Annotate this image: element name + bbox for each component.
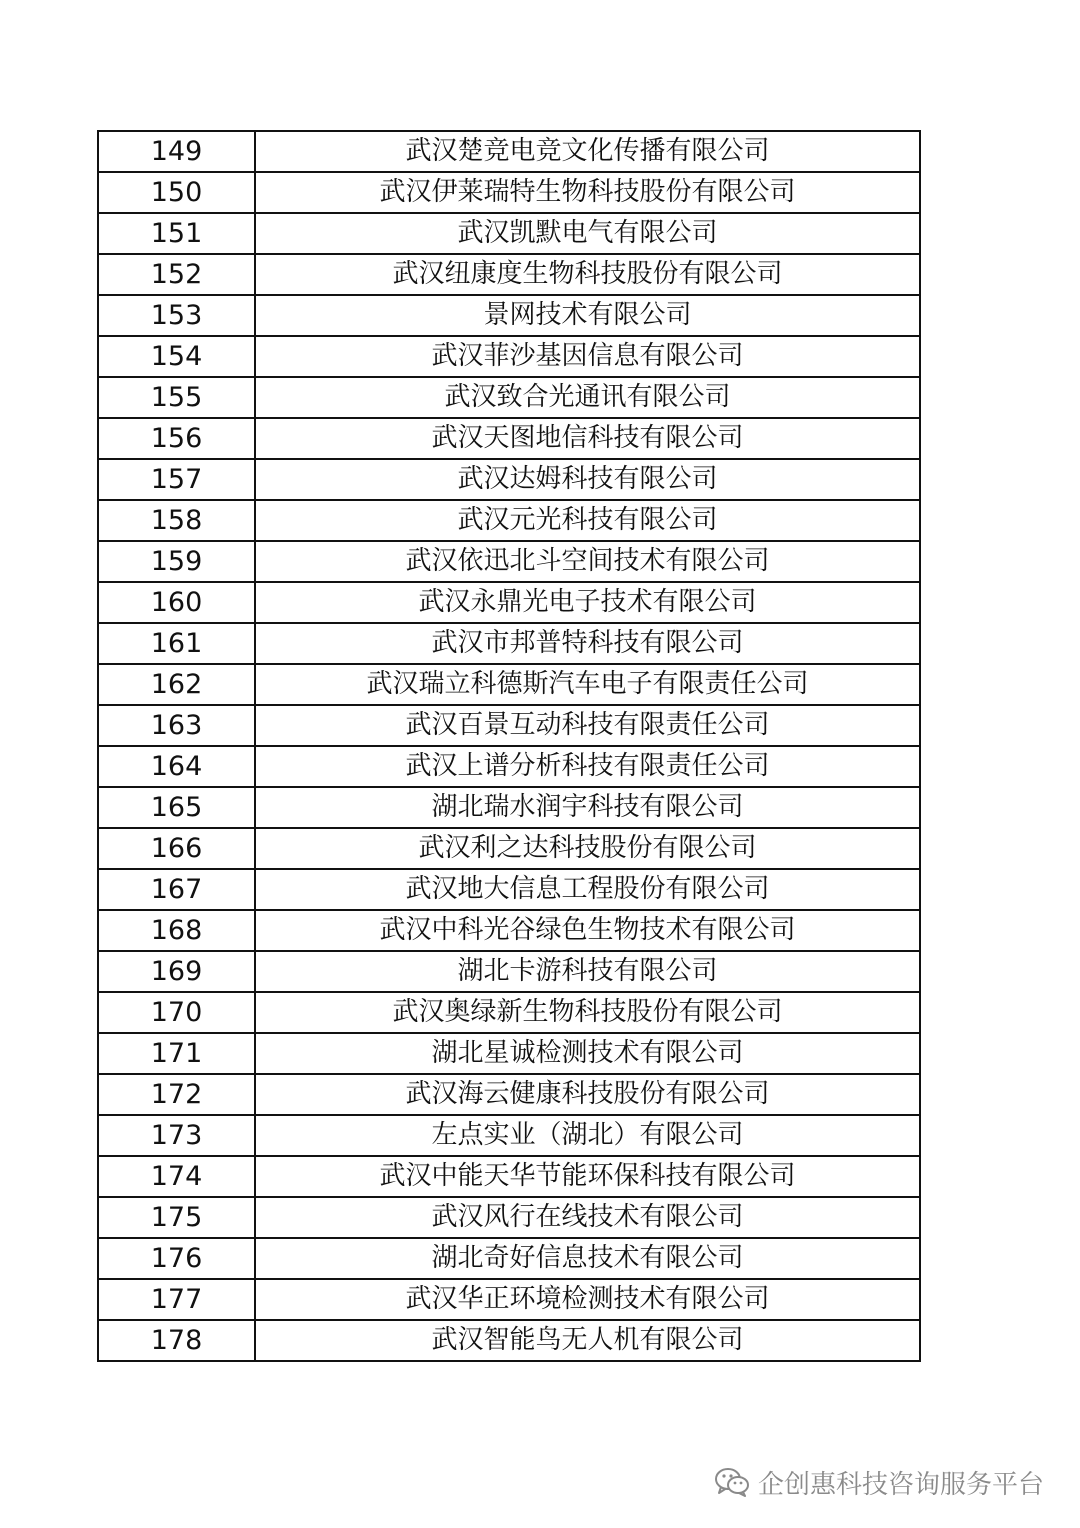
wechat-icon <box>714 1467 750 1497</box>
table-row <box>98 213 920 254</box>
watermark <box>714 1462 1044 1502</box>
company-name: 武汉海云健康科技股份有限公司 <box>255 1074 920 1115</box>
company-name: 武汉瑞立科德斯汽车电子有限责任公司 <box>255 664 920 705</box>
company-name: 湖北奇好信息技术有限公司 <box>255 1238 920 1279</box>
company-name: 武汉依迅北斗空间技术有限公司 <box>255 541 920 582</box>
company-list-table <box>97 130 921 1362</box>
table-row <box>98 295 920 336</box>
company-name: 武汉利之达科技股份有限公司 <box>255 828 920 869</box>
company-name: 湖北卡游科技有限公司 <box>255 951 920 992</box>
company-name: 武汉华正环境检测技术有限公司 <box>255 1279 920 1320</box>
row-number: 166 <box>98 828 255 869</box>
row-number: 178 <box>98 1320 255 1361</box>
table-row <box>98 500 920 541</box>
row-number: 162 <box>98 664 255 705</box>
table-row <box>98 705 920 746</box>
table-row <box>98 582 920 623</box>
row-number: 157 <box>98 459 255 500</box>
row-number: 173 <box>98 1115 255 1156</box>
row-number: 154 <box>98 336 255 377</box>
company-name: 武汉纽康度生物科技股份有限公司 <box>255 254 920 295</box>
row-number: 155 <box>98 377 255 418</box>
table-row <box>98 828 920 869</box>
table-row <box>98 1238 920 1279</box>
table-row <box>98 746 920 787</box>
row-number: 169 <box>98 951 255 992</box>
table-row <box>98 623 920 664</box>
table-row <box>98 1197 920 1238</box>
row-number: 164 <box>98 746 255 787</box>
table-row <box>98 992 920 1033</box>
table-row <box>98 254 920 295</box>
company-name: 武汉智能鸟无人机有限公司 <box>255 1320 920 1361</box>
company-name: 武汉中科光谷绿色生物技术有限公司 <box>255 910 920 951</box>
table-row <box>98 1115 920 1156</box>
table-row <box>98 869 920 910</box>
row-number: 152 <box>98 254 255 295</box>
row-number: 159 <box>98 541 255 582</box>
row-number: 177 <box>98 1279 255 1320</box>
table-row <box>98 910 920 951</box>
row-number: 161 <box>98 623 255 664</box>
company-name: 景网技术有限公司 <box>255 295 920 336</box>
row-number: 175 <box>98 1197 255 1238</box>
company-name: 武汉永鼎光电子技术有限公司 <box>255 582 920 623</box>
company-name: 武汉风行在线技术有限公司 <box>255 1197 920 1238</box>
table-row <box>98 377 920 418</box>
row-number: 174 <box>98 1156 255 1197</box>
table-row <box>98 459 920 500</box>
row-number: 150 <box>98 172 255 213</box>
table-row <box>98 131 920 172</box>
company-name: 武汉凯默电气有限公司 <box>255 213 920 254</box>
company-name: 湖北星诚检测技术有限公司 <box>255 1033 920 1074</box>
row-number: 167 <box>98 869 255 910</box>
company-name: 武汉达姆科技有限公司 <box>255 459 920 500</box>
row-number: 171 <box>98 1033 255 1074</box>
watermark-text: 企创惠科技咨询服务平台 <box>757 1469 1044 1500</box>
row-number: 165 <box>98 787 255 828</box>
row-number: 153 <box>98 295 255 336</box>
table-row <box>98 1320 920 1361</box>
row-number: 170 <box>98 992 255 1033</box>
table-row <box>98 1033 920 1074</box>
company-name: 湖北瑞水润宇科技有限公司 <box>255 787 920 828</box>
company-name: 武汉元光科技有限公司 <box>255 500 920 541</box>
table-row <box>98 787 920 828</box>
company-name: 左点实业（湖北）有限公司 <box>255 1115 920 1156</box>
table-row <box>98 541 920 582</box>
row-number: 158 <box>98 500 255 541</box>
company-name: 武汉地大信息工程股份有限公司 <box>255 869 920 910</box>
row-number: 172 <box>98 1074 255 1115</box>
company-name: 武汉楚竞电竞文化传播有限公司 <box>255 131 920 172</box>
table-row <box>98 418 920 459</box>
table-row <box>98 172 920 213</box>
company-name: 武汉天图地信科技有限公司 <box>255 418 920 459</box>
row-number: 168 <box>98 910 255 951</box>
company-name: 武汉奥绿新生物科技股份有限公司 <box>255 992 920 1033</box>
row-number: 156 <box>98 418 255 459</box>
company-name: 武汉百景互动科技有限责任公司 <box>255 705 920 746</box>
company-name: 武汉上谱分析科技有限责任公司 <box>255 746 920 787</box>
company-name: 武汉市邦普特科技有限公司 <box>255 623 920 664</box>
table-row <box>98 336 920 377</box>
company-name: 武汉伊莱瑞特生物科技股份有限公司 <box>255 172 920 213</box>
company-name: 武汉菲沙基因信息有限公司 <box>255 336 920 377</box>
table-row <box>98 1156 920 1197</box>
company-name: 武汉中能天华节能环保科技有限公司 <box>255 1156 920 1197</box>
table-row <box>98 951 920 992</box>
table-row <box>98 664 920 705</box>
row-number: 149 <box>98 131 255 172</box>
table-row <box>98 1279 920 1320</box>
row-number: 176 <box>98 1238 255 1279</box>
table-row <box>98 1074 920 1115</box>
company-list-body <box>98 131 920 1361</box>
row-number: 163 <box>98 705 255 746</box>
row-number: 160 <box>98 582 255 623</box>
company-name: 武汉致合光通讯有限公司 <box>255 377 920 418</box>
row-number: 151 <box>98 213 255 254</box>
